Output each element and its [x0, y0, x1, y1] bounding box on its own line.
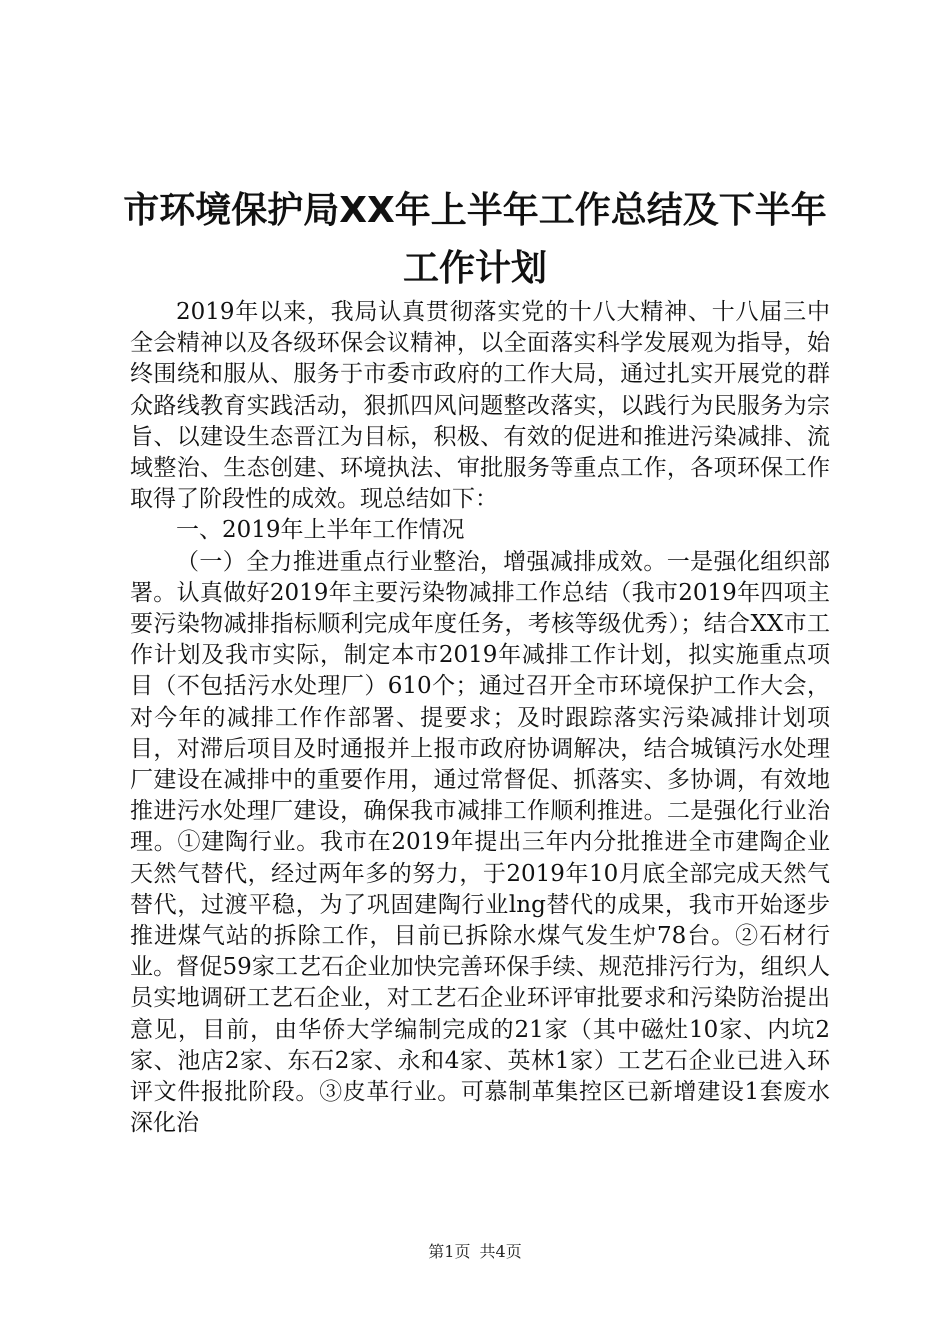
section-heading: 一、2019年上半年工作情况: [176, 517, 465, 544]
section-paragraph: （一）全力推进重点行业整治，增强减排成效。一是强化组织部署。认真做好2019年主要污染物减排工作总结（我市2019年四项主要污染物减排指标顺利完成年度任务，考核等级优秀）；结合XX市工作计划及我市实际，制定本市2019年减排工作计划，拟实施重点项目（不包括污水处理厂）610个；通过召开全市环境保护工作大会，对今年的减排工作作部署、提要求；及时跟踪落实污染减排计划项目，对滞后项目及时通报并上报市政府协调解决，结合城镇污水处理厂建设在减排中的重要作用，通过常督促、抓落实、多协调，有效地推进污水处理厂建设，确保我市减排工作顺利推进。二是强化行业治理。①建陶行业。我市在2019年提出三年内分批推进全市建陶企业天然气替代，经过两年多的努力，于2019年10月底全部完成天然气替代，过渡平稳，为了巩固建陶行业lng替代的成果，我市开始逐步推进煤气站的拆除工作，目前已拆除水煤气发生炉78台。②石材行业。督促59家工艺石企业加快完善环保手续、规范排污行为，组织人员实地调研工艺石企业，对工艺石企业环评审批要求和污染防治提出意见，目前，由华侨大学编制完成的21家（其中磁灶10家、内坑2家、池店2家、东石2家、永和4家、英林1家）工艺石企业已进入环评文件报批阶段。③皮革行业。可慕制革集控区已新增建设1套废水深化治: [130, 548, 830, 1137]
document-title: [100, 182, 850, 298]
document-body: [130, 297, 830, 1139]
page-total: 共4页: [479, 1242, 522, 1261]
title-line-2: 工作计划: [402, 248, 547, 289]
page-number: 第1页: [428, 1242, 471, 1261]
title-line-1: 市环境保护局XX年上半年工作总结及下半年: [123, 190, 827, 231]
page-footer: [0, 1242, 950, 1262]
intro-paragraph: 2019年以来，我局认真贯彻落实党的十八大精神、十八届三中全会精神以及各级环保会议精神，以全面落实科学发展观为指导，始终围绕和服从、服务于市委市政府的工作大局，通过扎实开展党的群众路线教育实践活动，狠抓四风问题整改落实，以践行为民服务为宗旨、以建设生态晋江为目标，积极、有效的促进和推进污染减排、流域整治、生态创建、环境执法、审批服务等重点工作，各项环保工作取得了阶段性的成效。现总结如下：: [130, 299, 830, 513]
